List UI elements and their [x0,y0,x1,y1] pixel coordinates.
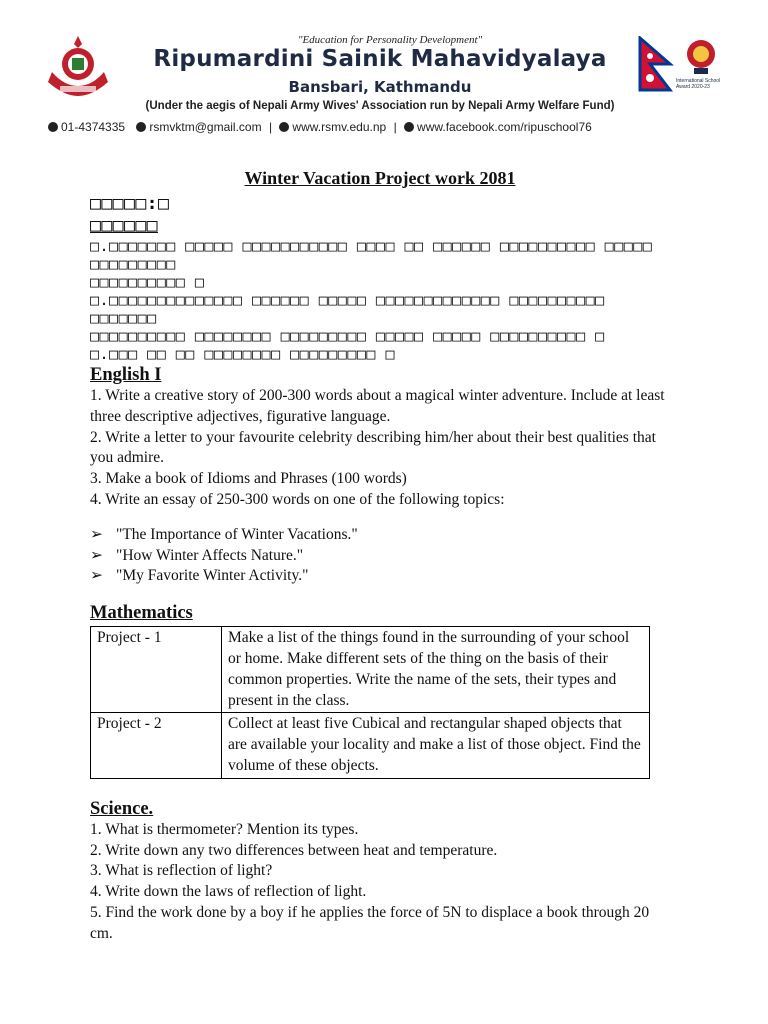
science-item: 3. What is reflection of light? [90,862,273,880]
email-address[interactable]: rsmvktm@gmail.com [149,120,262,134]
arrow-bullet-icon: ➢ [90,525,103,543]
essay-topic: ➢ "How Winter Affects Nature." [90,546,670,567]
school-motto: "Education for Personality Development" [297,34,483,46]
nepali-subject-heading: □□□□□:□ [90,193,170,214]
mathematics-heading: Mathematics [90,603,193,624]
english-heading: English I [90,365,162,385]
school-emblem-logo [46,34,110,104]
nepali-line: □.□□□□□□□□□□□□□□ □□□□□□ □□□□□ □□□□□□□□□□□□□ □□□□□□□□□□ □□□□□□□ [90,291,605,327]
mathematics-project-table [90,626,650,779]
arrow-bullet-icon: ➢ [90,567,103,585]
project-description: Make a list of the things found in the surrounding of your school or home. Make different sets of the thing on the basis of their common properties. Write the name of the sets, their types and present in the class. [222,627,650,713]
website-link[interactable]: www.rsmv.edu.np [292,120,387,134]
email-icon [136,122,146,132]
contact-bar: 01-4374335 rsmvktm@gmail.com | www.rsmv.edu.np | www.facebook.com/ripuschool76 [48,120,718,134]
nepali-line: □.□□□□□□□ □□□□□ □□□□□□□□□□□ □□□□ □□ □□□□□□ □□□□□□□□□□ □□□□□ □□□□□□□□□ [90,237,653,273]
document-body [90,168,670,945]
essay-topic: ➢ "The Importance of Winter Vacations." [90,525,670,546]
science-item: 5. Find the work done by a boy if he applies the force of 5N to displace a book through 20 cm. [90,903,650,942]
essay-topic: ➢ "My Favorite Winter Activity." [90,566,670,587]
english-item: 2. Write a letter to your favourite celebrity describing him/her about their best qualities that you admire. [90,428,656,467]
nepali-subheading: □□□□□□ [90,215,159,236]
letterhead [40,28,721,146]
nepal-flag-icon [638,36,674,94]
project-label: Project - 2 [91,713,222,778]
science-item: 2. Write down any two differences between heat and temperature. [90,841,498,859]
globe-icon [279,122,289,132]
international-school-award-badge [676,34,726,112]
science-item: 1. What is thermometer? Mention its types. [90,820,359,838]
project-label: Project - 1 [91,627,222,713]
facebook-icon [404,122,414,132]
phone-icon [48,122,58,132]
award-crest-icon [676,34,726,78]
english-item: 1. Write a creative story of 200-300 words about a magical winter adventure. Include at least three descriptive adjectives, figurative language. [90,387,665,425]
nepali-line: □.□□□ □□ □□ □□□□□□□□ □□□□□□□□□ □ [90,345,395,363]
nepali-line: □□□□□□□□□□ □ [90,273,205,291]
arrow-bullet-icon: ➢ [90,546,103,564]
english-item: 3. Make a book of Idioms and Phrases (100 words) [90,470,407,488]
science-heading: Science. [90,798,154,819]
document-title: Winter Vacation Project work 2081 [244,168,516,188]
school-name: Ripumardini Sainik Mahavidyalaya [153,46,607,72]
phone-number: 01-4374335 [61,120,126,134]
essay-topic-list [90,525,670,587]
science-item: 4. Write down the laws of reflection of light. [90,883,367,901]
facebook-link[interactable]: www.facebook.com/ripuschool76 [417,120,592,134]
school-address: Bansbari, Kathmandu [288,78,472,96]
english-item: 4. Write an essay of 250-300 words on one of the following topics: [90,490,505,508]
table-row [91,627,650,713]
nepali-line: □□□□□□□□□□ □□□□□□□□ □□□□□□□□□ □□□□□ □□□□□ □□□□□□□□□□ □ [90,327,605,345]
aegis-note: (Under the aegis of Nepali Army Wives' Association run by Nepali Army Welfare Fund) [145,100,615,112]
award-text: International School Award 2020-23 [676,78,721,90]
project-description: Collect at least five Cubical and rectangular shaped objects that are available your locality and make a list of those object. Find the volume of these objects. [222,713,650,778]
table-row [91,713,650,778]
